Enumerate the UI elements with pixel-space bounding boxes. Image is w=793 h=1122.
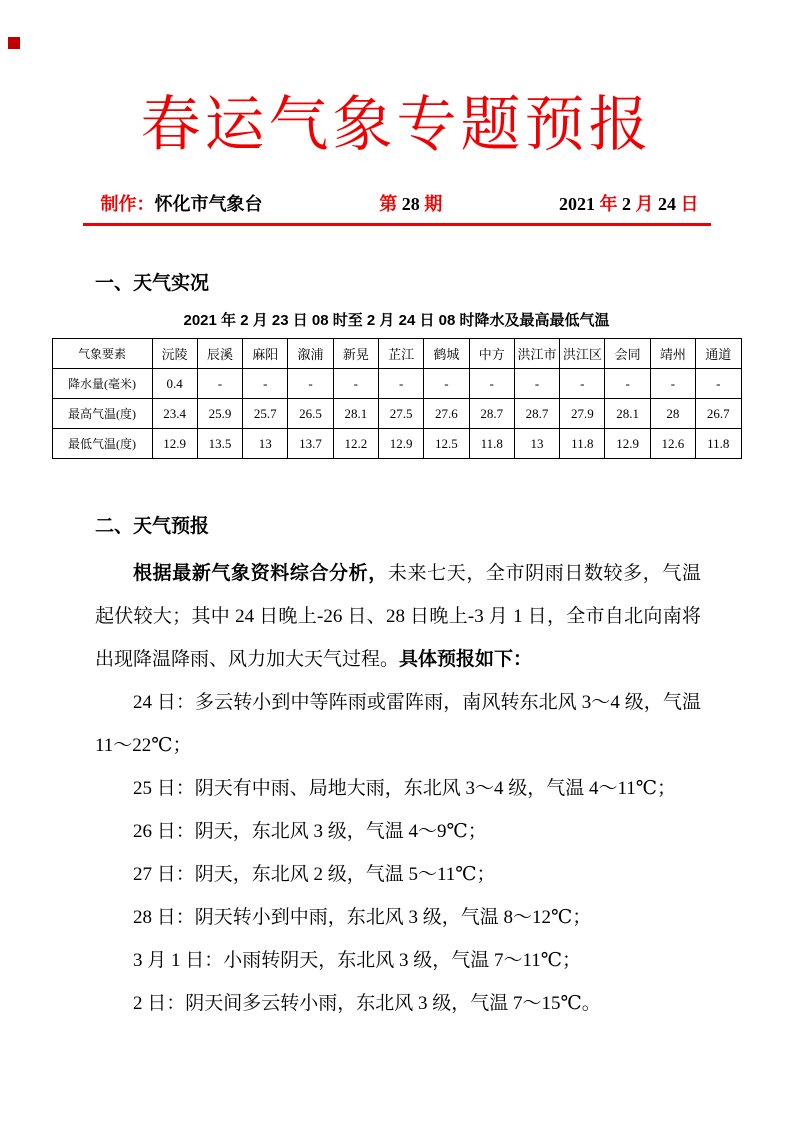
table-cell: 0.4 xyxy=(152,369,197,399)
table-cell: - xyxy=(605,369,650,399)
table-cell: 23.4 xyxy=(152,399,197,429)
column-header: 新晃 xyxy=(333,339,378,369)
document-title: 春运气象专题预报 xyxy=(140,92,653,158)
table-cell: - xyxy=(424,369,469,399)
section1-heading: 一、天气实况 xyxy=(95,273,210,294)
table-cell: 28.1 xyxy=(333,399,378,429)
table-cell: 28 xyxy=(650,399,695,429)
intro-body-text: 未来七天，全市阴雨日数较多，气温起伏较大；其中 24 日晚上-26 日、28 日晚上-3 月 1 日，全市自北向南将出现降温降雨、风力加大天气过程。 xyxy=(95,563,701,670)
header-divider xyxy=(83,223,711,226)
table-cell: - xyxy=(288,369,333,399)
issue-date-field xyxy=(559,190,699,216)
table-cell: 11.8 xyxy=(560,429,605,459)
forecast-list xyxy=(95,681,701,1025)
table-title: 2021 年 2 月 23 日 08 时至 2 月 24 日 08 时降水及最高最低气温 xyxy=(183,312,610,329)
issue-suffix: 期 xyxy=(424,194,443,214)
table-cell: - xyxy=(243,369,288,399)
forecast-body xyxy=(95,552,701,1025)
table-cell: 12.9 xyxy=(605,429,650,459)
column-header: 溆浦 xyxy=(288,339,333,369)
table-cell: - xyxy=(197,369,242,399)
table-cell: 25.7 xyxy=(243,399,288,429)
maker-field xyxy=(101,190,263,216)
table-cell: 12.9 xyxy=(152,429,197,459)
table-cell: 11.8 xyxy=(469,429,514,459)
table-cell: 12.6 xyxy=(650,429,695,459)
column-header: 通道 xyxy=(696,339,741,369)
maker-label: 制作： xyxy=(100,194,155,214)
issue-prefix: 第 xyxy=(379,194,398,214)
table-cell: - xyxy=(469,369,514,399)
table-cell: 26.7 xyxy=(696,399,741,429)
table-cell: 27.6 xyxy=(424,399,469,429)
table-cell: 12.2 xyxy=(333,429,378,459)
table-cell: 13 xyxy=(514,429,559,459)
row-label: 最高气温(度) xyxy=(52,399,152,429)
column-header: 中方 xyxy=(469,339,514,369)
issue-number: 28 xyxy=(397,194,425,214)
table-cell: 28.7 xyxy=(469,399,514,429)
column-header: 芷江 xyxy=(378,339,423,369)
column-header: 鹤城 xyxy=(424,339,469,369)
forecast-item-mar2: 2 日：阴天间多云转小雨，东北风 3 级，气温 7～15℃。 xyxy=(133,993,601,1014)
row-label: 最低气温(度) xyxy=(52,429,152,459)
table-cell: 26.5 xyxy=(288,399,333,429)
table-cell: 12.5 xyxy=(424,429,469,459)
table-row-min-temp xyxy=(52,429,741,459)
table-cell: 13 xyxy=(243,429,288,459)
date-year-unit: 年 xyxy=(599,194,618,214)
column-header: 洪江区 xyxy=(560,339,605,369)
forecast-item-day26: 26 日：阴天，东北风 3 级，气温 4～9℃； xyxy=(133,821,487,842)
table-header-row xyxy=(52,339,741,369)
date-day-unit: 日 xyxy=(680,194,699,214)
table-cell: 11.8 xyxy=(696,429,741,459)
forecast-item-day24: 24 日：多云转小到中等阵雨或雷阵雨，南风转东北风 3～4 级，气温 11～22℃； xyxy=(95,692,701,756)
forecast-item-day25: 25 日：阴天有中雨、局地大雨，东北风 3～4 级，气温 4～11℃； xyxy=(133,778,677,799)
table-row-precipitation xyxy=(52,369,741,399)
date-month: 2 xyxy=(617,194,636,214)
intro-lead-bold: 根据最新气象资料综合分析， xyxy=(133,563,388,584)
issue-info-row xyxy=(83,190,711,216)
column-header: 麻阳 xyxy=(243,339,288,369)
forecast-item-day28: 28 日：阴天转小到中雨，东北风 3 级，气温 8～12℃； xyxy=(133,907,592,928)
row-label: 降水量(毫米) xyxy=(52,369,152,399)
issue-number-field xyxy=(379,190,442,216)
section2-heading: 二、天气预报 xyxy=(95,516,210,537)
table-cell: 25.9 xyxy=(197,399,242,429)
date-day: 24 xyxy=(653,194,681,214)
date-month-unit: 月 xyxy=(635,194,654,214)
column-header: 沅陵 xyxy=(152,339,197,369)
table-cell: - xyxy=(560,369,605,399)
forecast-item-day27: 27 日：阴天，东北风 2 级，气温 5～11℃； xyxy=(133,864,496,885)
table-row-max-temp xyxy=(52,399,741,429)
column-header: 会同 xyxy=(605,339,650,369)
table-cell: 27.5 xyxy=(378,399,423,429)
column-header: 洪江市 xyxy=(514,339,559,369)
table-cell: - xyxy=(514,369,559,399)
table-cell: 27.9 xyxy=(560,399,605,429)
corner-mark xyxy=(8,37,20,49)
table-cell: 13.5 xyxy=(197,429,242,459)
table-cell: 12.9 xyxy=(378,429,423,459)
intro-tail-bold: 具体预报如下： xyxy=(399,649,533,670)
date-year: 2021 xyxy=(559,194,600,214)
column-header: 靖州 xyxy=(650,339,695,369)
table-cell: 28.1 xyxy=(605,399,650,429)
weather-observation-table xyxy=(52,338,742,459)
maker-value: 怀化市气象台 xyxy=(154,194,263,214)
table-cell: - xyxy=(650,369,695,399)
table-cell: - xyxy=(378,369,423,399)
column-header: 辰溪 xyxy=(197,339,242,369)
table-cell: - xyxy=(333,369,378,399)
table-cell: - xyxy=(696,369,741,399)
table-cell: 13.7 xyxy=(288,429,333,459)
column-header: 气象要素 xyxy=(52,339,152,369)
table-cell: 28.7 xyxy=(514,399,559,429)
forecast-item-mar1: 3 月 1 日：小雨转阴天，东北风 3 级，气温 7～11℃； xyxy=(133,950,582,971)
forecast-intro-paragraph xyxy=(95,552,701,681)
issue-info-block xyxy=(83,190,711,226)
